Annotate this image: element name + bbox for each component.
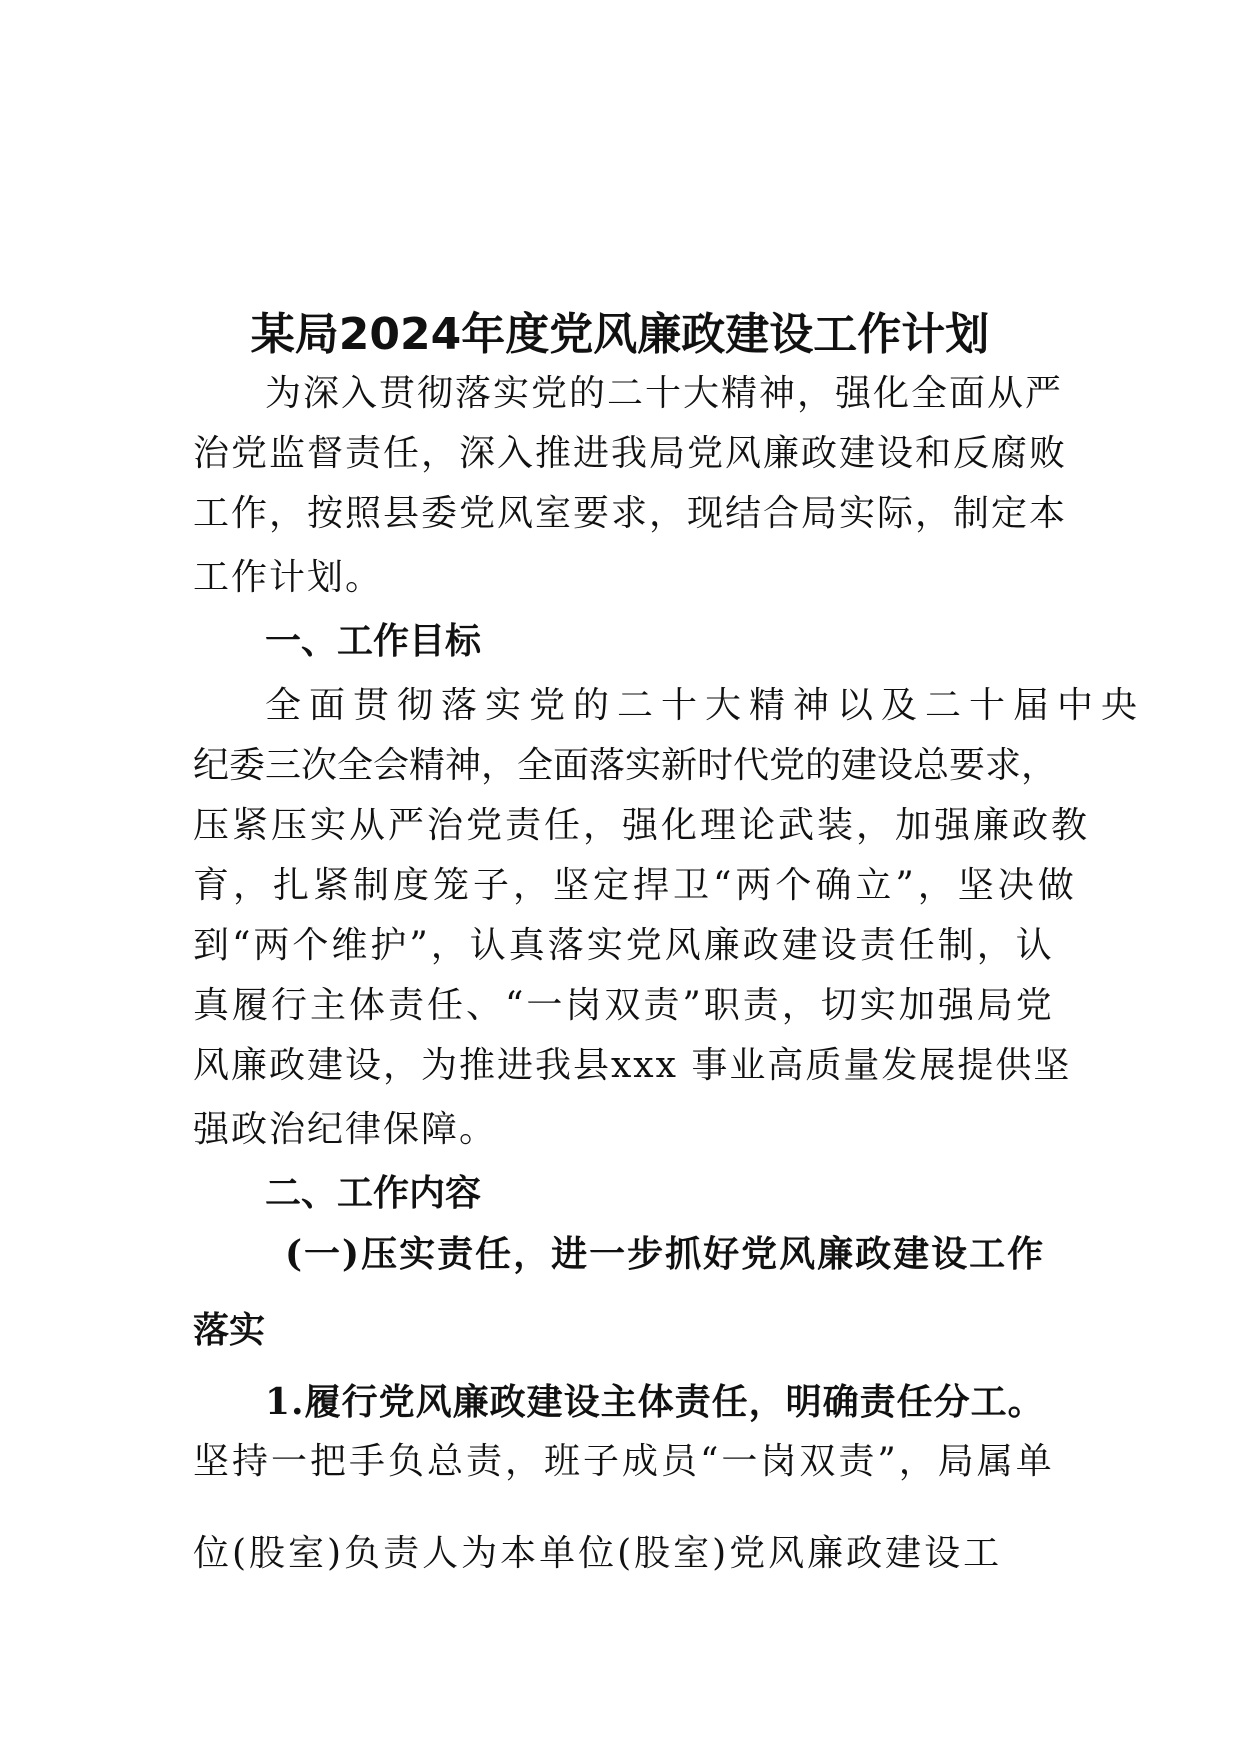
section1-line-7: 风廉政建设，为推进我县xxx 事业高质量发展提供坚 — [193, 1045, 1072, 1086]
intro-line-4: 工作计划。 — [193, 557, 384, 598]
section2-subheading-line-1: (一)压实责任，进一步抓好党风廉政建设工作 — [285, 1233, 1046, 1275]
section2-heading: 二、工作内容 — [265, 1173, 482, 1214]
intro-line-1: 为深入贯彻落实党的二十大精神，强化全面从严 — [265, 373, 1064, 414]
section1-line-3: 压紧压实从严治党责任，强化理论武装，加强廉政教 — [193, 805, 1091, 846]
section2-subheading-line-2: 落实 — [193, 1309, 266, 1351]
intro-line-2: 治党监督责任，深入推进我局党风廉政建设和反腐败 — [193, 433, 1068, 474]
section1-line-2: 纪委三次全会精神，全面落实新时代党的建设总要求， — [193, 745, 1058, 786]
section1-line-8: 强政治纪律保障。 — [193, 1109, 498, 1150]
document-title: 某局2024年度党风廉政建设工作计划 — [250, 309, 990, 360]
section1-line-5: 到“两个维护”，认真落实党风廉政建设责任制，认 — [193, 925, 1055, 966]
intro-line-3: 工作，按照县委党风室要求，现结合局实际，制定本 — [193, 493, 1068, 534]
section1-line-6: 真履行主体责任、“一岗双责”职责，切实加强局党 — [193, 985, 1055, 1026]
section2-line-2: 位(股室)负责人为本单位(股室)党风廉政建设工 — [193, 1533, 1003, 1574]
section1-line-4: 育，扎紧制度笼子，坚定捍卫“两个确立”，坚决做 — [193, 865, 1078, 906]
section2-item1-heading: 1.履行党风廉政建设主体责任，明确责任分工。 — [265, 1381, 1045, 1423]
section1-line-1: 全面贯彻落实党的二十大精神以及二十届中央 — [265, 685, 1146, 726]
section1-heading: 一、工作目标 — [265, 621, 482, 662]
section2-line-1: 坚持一把手负总责，班子成员“一岗双责”，局属单 — [193, 1441, 1055, 1482]
